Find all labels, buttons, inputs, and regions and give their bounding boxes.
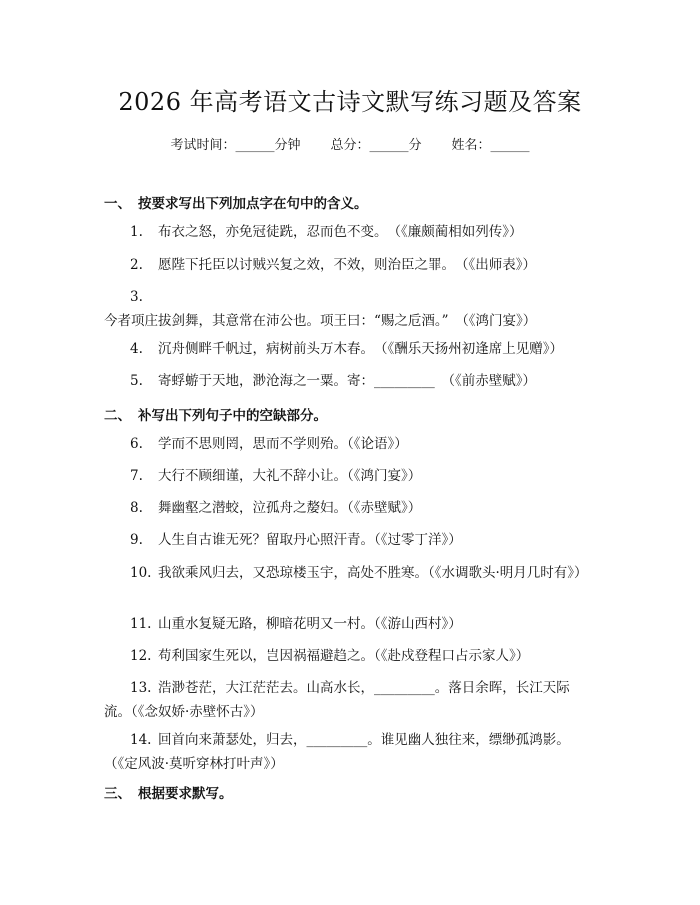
question-text: 学而不思则罔，思而不学则殆。（《论语》） bbox=[158, 436, 408, 452]
question-text: 浩渺苍茫，大江茫茫去。山高水长，_________。落日余晖，长江天际流。（《念奴娇·赤壁怀古》） bbox=[104, 680, 570, 720]
section-heading bbox=[104, 782, 233, 802]
question-text: 回首向来萧瑟处，归去，_________。谁见幽人独往来，缥缈孤鸿影。（《定风波·莫听穿林打叶声》） bbox=[104, 732, 570, 772]
exam-time: 考试时间：______分钟 bbox=[170, 138, 301, 153]
question-text: 我欲乘风归去，又恐琼楼玉宇，高处不胜寒。（《水调歌头·明月几时有》） bbox=[158, 565, 588, 581]
question-item bbox=[104, 369, 594, 393]
question-number: 10. bbox=[130, 565, 152, 581]
exam-score: 总分：______分 bbox=[330, 138, 422, 153]
question-number: 12. bbox=[130, 648, 152, 664]
question-text: 舞幽壑之潜蛟，泣孤舟之嫠妇。（《赤壁赋》） bbox=[158, 500, 422, 516]
question-text: 寄蜉蝣于天地，渺沧海之一粟。寄：_________ （《前赤壁赋》） bbox=[158, 373, 536, 389]
question-text: 人生自古谁无死？留取丹心照汗青。（《过零丁洋》） bbox=[158, 532, 462, 548]
question-item bbox=[104, 561, 588, 585]
question-item bbox=[104, 496, 594, 520]
question-number: 4. bbox=[130, 341, 143, 357]
question-number: 11. bbox=[130, 616, 152, 632]
question-item bbox=[104, 644, 594, 668]
section-label: 按要求写出下列加点字在句中的含义。 bbox=[138, 196, 368, 212]
question-number: 1. bbox=[130, 224, 143, 240]
question-text: 苟利国家生死以，岂因祸福避趋之。（《赴戍登程口占示家人》） bbox=[158, 648, 530, 664]
question-text: 山重水复疑无路，柳暗花明又一村。（《游山西村》） bbox=[158, 616, 462, 632]
section-label: 补写出下列句子中的空缺部分。 bbox=[138, 408, 327, 424]
question-item bbox=[104, 432, 594, 456]
question-number: 8. bbox=[130, 500, 143, 516]
section-number: 三、 bbox=[104, 786, 131, 802]
question-item bbox=[104, 528, 594, 552]
question-item bbox=[104, 285, 588, 333]
question-text: 今者项庄拔剑舞，其意常在沛公也。项王曰：“赐之卮酒。” （《鸿门宴》） bbox=[104, 313, 537, 329]
question-number: 6. bbox=[130, 436, 143, 452]
question-item bbox=[104, 612, 594, 636]
question-item bbox=[104, 676, 590, 724]
question-text: 愿陛下托臣以讨贼兴复之效，不效，则治臣之罪。 （《出师表》） bbox=[158, 257, 536, 273]
question-number: 3. bbox=[130, 289, 143, 305]
question-number: 9. bbox=[130, 532, 143, 548]
question-item bbox=[104, 728, 590, 776]
section-number: 一、 bbox=[104, 196, 131, 212]
question-text: 布衣之怒，亦免冠徒跣，忍而色不变。 （《廉颇蔺相如列传》） bbox=[158, 224, 523, 240]
question-number: 14. bbox=[130, 732, 152, 748]
page-title: 2026 年高考语文古诗文默写练习题及答案 bbox=[118, 88, 582, 116]
question-text: 大行不顾细谨，大礼不辞小让。（《鸿门宴》） bbox=[158, 468, 422, 484]
question-number: 7. bbox=[130, 468, 143, 484]
question-item bbox=[104, 337, 594, 361]
question-number: 2. bbox=[130, 257, 143, 273]
section-heading bbox=[104, 192, 368, 212]
exam-info-line bbox=[0, 134, 700, 153]
question-number: 13. bbox=[130, 680, 152, 696]
section-heading bbox=[104, 404, 327, 424]
question-item bbox=[104, 464, 594, 488]
question-item bbox=[104, 220, 594, 244]
question-item bbox=[104, 253, 594, 277]
question-number: 5. bbox=[130, 373, 143, 389]
section-number: 二、 bbox=[104, 408, 131, 424]
question-text: 沉舟侧畔千帆过，病树前头万木春。 （《酬乐天扬州初逢席上见赠》） bbox=[158, 341, 563, 357]
section-label: 根据要求默写。 bbox=[138, 786, 233, 802]
exam-name: 姓名：______ bbox=[451, 138, 530, 153]
